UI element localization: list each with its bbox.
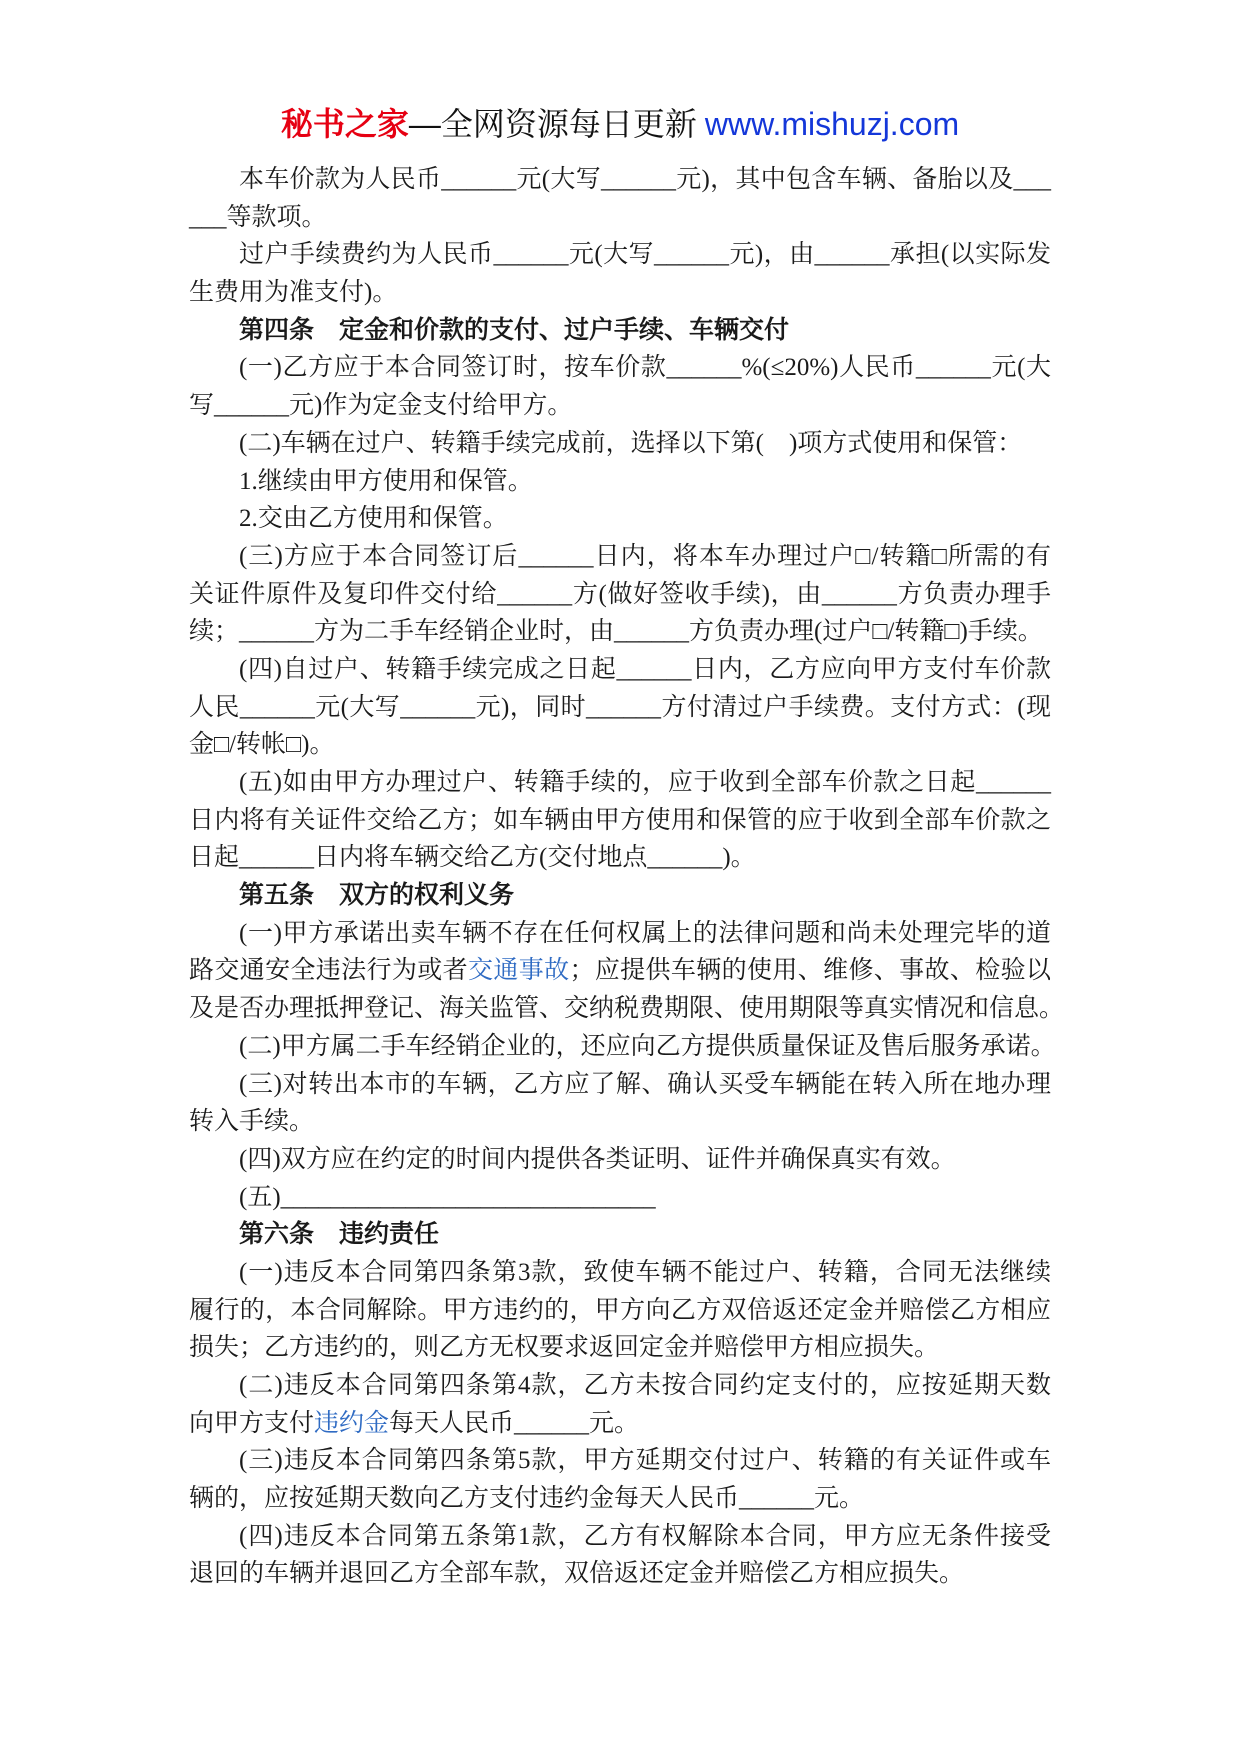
paragraph — [189, 1028, 1056, 1066]
text-line: 及是否办理抵押登记、海关监管、交纳税费期限、使用期限等真实情况和信息。 — [189, 995, 1065, 1023]
hyperlink[interactable]: 违约金 — [314, 1409, 390, 1437]
text-line: 日起______日内将车辆交给乙方(交付地点______)。 — [189, 844, 756, 872]
site-banner — [0, 102, 1240, 146]
paragraph — [189, 915, 1065, 1028]
text-line: 关证件原件及复印件交付给______方(做好签收手续)，由______方负责办理手 — [189, 580, 1051, 608]
text-line: 本车价款为人民币______元(大写______元)，其中包含车辆、备胎以及___ — [239, 166, 1051, 193]
text-line: (四)自过户、转籍手续完成之日起______日内，乙方应向甲方支付车价款 — [239, 655, 1051, 683]
hyperlink[interactable]: 交通事故 — [468, 957, 570, 985]
brand-name: 秘书之家 — [280, 106, 409, 142]
text-line: (五)______________________________ — [239, 1183, 656, 1211]
text-line: 履行的，本合同解除。甲方违约的，甲方向乙方双倍返还定金并赔偿乙方相应 — [189, 1296, 1051, 1324]
text-line: 日内将有关证件交给乙方；如车辆由甲方使用和保管的应于收到全部车价款之 — [189, 806, 1051, 834]
paragraph — [189, 463, 1051, 501]
paragraph — [189, 161, 1051, 236]
article-heading: 第四条 定金和价款的支付、过户手续、车辆交付 — [239, 316, 790, 344]
text-line: (一)乙方应于本合同签订时，按车价款______%(≤20%)人民币______元(大 — [239, 354, 1051, 382]
text-line: 过户手续费约为人民币______元(大写______元)，由______承担(以实际发 — [239, 241, 1051, 269]
text-line: (三)方应于本合同签订后______日内，将本车办理过户□/转籍□所需的有 — [239, 542, 1051, 570]
paragraph — [189, 349, 1051, 424]
paragraph — [189, 1442, 1051, 1517]
text-line: (二)甲方属二手车经销企业的，还应向乙方提供质量保证及售后服务承诺。 — [239, 1032, 1056, 1060]
paragraph — [189, 1179, 1051, 1217]
text-line: 辆的，应按延期天数向乙方支付违约金每天人民币______元。 — [189, 1485, 865, 1513]
paragraph — [189, 764, 1051, 877]
text-run: 向甲方支付 — [189, 1409, 315, 1437]
paragraph — [189, 236, 1051, 311]
paragraph — [189, 538, 1051, 651]
text-line: 2.交由乙方使用和保管。 — [239, 505, 508, 533]
text-line: (四)违反本合同第五条第1款，乙方有权解除本合同，甲方应无条件接受 — [239, 1522, 1051, 1550]
text-line: 损失；乙方违约的，则乙方无权要求返回定金并赔偿甲方相应损失。 — [189, 1334, 940, 1362]
text-line: 转入手续。 — [189, 1108, 315, 1136]
text-line: 写______元)作为定金支付给甲方。 — [189, 392, 573, 420]
text-line — [189, 952, 1051, 990]
article-heading: 第五条 双方的权利义务 — [239, 882, 515, 910]
paragraph — [189, 651, 1051, 764]
text-line: (五)如由甲方办理过户、转籍手续的，应于收到全部车价款之日起______ — [239, 769, 1051, 796]
text-line: (一)甲方承诺出卖车辆不存在任何权属上的法律问题和尚未处理完毕的道 — [239, 919, 1051, 947]
banner-tagline: —全网资源每日更新 — [408, 106, 697, 142]
article-heading: 第六条 违约责任 — [239, 1221, 440, 1249]
text-run: 每天人民币______元。 — [389, 1409, 640, 1437]
text-line: 生费用为准支付)。 — [189, 279, 398, 307]
document-body — [189, 161, 1065, 1593]
text-line — [189, 1405, 1051, 1443]
text-line: 续；______方为二手车经销企业时，由______方负责办理(过户□/转籍□)手续。 — [189, 618, 1043, 646]
site-url-link[interactable]: www.mishuzj.com — [704, 106, 960, 142]
text-run: 路交通安全违法行为或者 — [189, 957, 468, 985]
paragraph — [189, 500, 1051, 538]
text-line: (二)车辆在过户、转籍手续完成前，选择以下第( )项方式使用和保管： — [239, 429, 1023, 457]
text-line: ___等款项。 — [189, 203, 327, 231]
paragraph — [189, 425, 1051, 463]
text-line: 人民______元(大写______元)，同时______方付清过户手续费。支付方式：(现 — [189, 693, 1051, 721]
paragraph — [189, 1518, 1051, 1593]
text-line: (三)违反本合同第四条第5款，甲方延期交付过户、转籍的有关证件或车 — [239, 1447, 1051, 1475]
text-line: (一)违反本合同第四条第3款，致使车辆不能过户、转籍，合同无法继续 — [239, 1258, 1051, 1286]
text-run: ；应提供车辆的使用、维修、事故、检验以 — [569, 957, 1051, 985]
text-line: 金□/转帐□)。 — [189, 731, 335, 759]
paragraph — [189, 1254, 1051, 1367]
paragraph — [189, 1066, 1051, 1141]
text-line: (三)对转出本市的车辆，乙方应了解、确认买受车辆能在转入所在地办理 — [239, 1070, 1051, 1098]
paragraph — [189, 1367, 1051, 1442]
text-line: 1.继续由甲方使用和保管。 — [239, 467, 533, 495]
paragraph — [189, 1141, 1051, 1179]
text-line: 退回的车辆并退回乙方全部车款，双倍返还定金并赔偿乙方相应损失。 — [189, 1560, 965, 1588]
text-line: (二)违反本合同第四条第4款，乙方未按合同约定支付的，应按延期天数 — [239, 1372, 1051, 1399]
text-line: (四)双方应在约定的时间内提供各类证明、证件并确保真实有效。 — [239, 1145, 956, 1173]
